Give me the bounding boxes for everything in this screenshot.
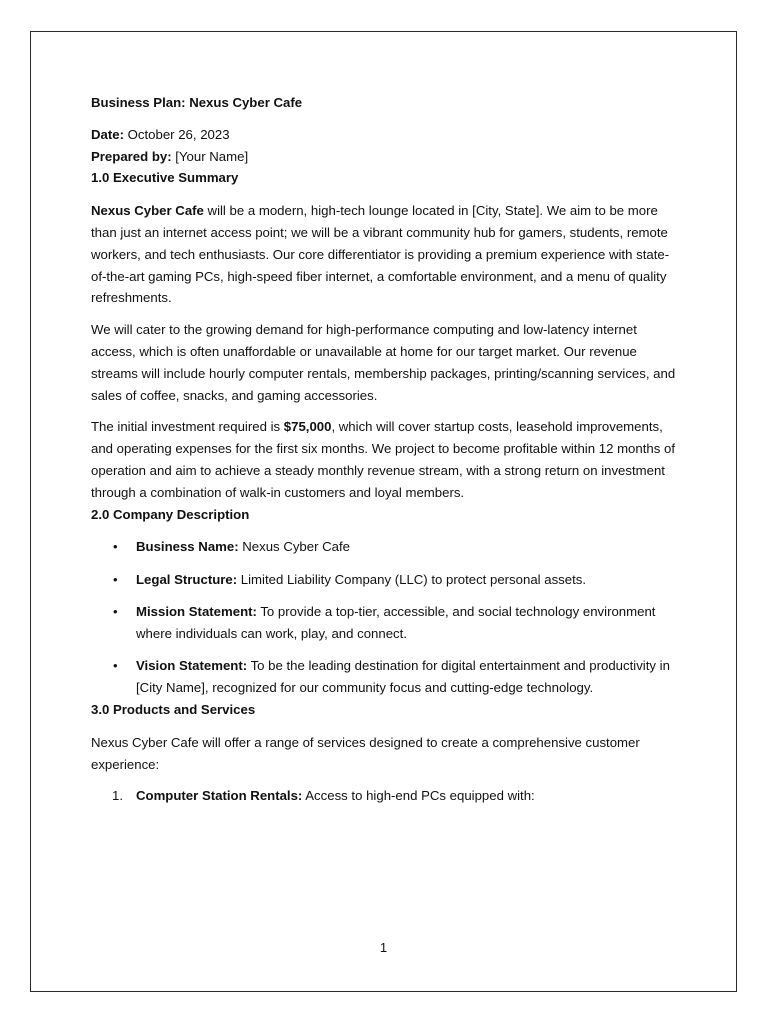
bullet-icon: • bbox=[113, 604, 118, 620]
document-meta bbox=[91, 124, 681, 168]
list-item-vision-statement bbox=[91, 655, 681, 699]
company-description-list bbox=[91, 536, 681, 699]
exec-summary-p3-post: , which will cover startup costs, leasehold improvements, and operating expenses for the first six months. We project to become profitable within 12 months of operation and aim to achieve a steady monthly revenue stream, with a strong return on investment through a combination of walk-in customers and loyal members. bbox=[91, 419, 675, 500]
section-heading-company-description: 2.0 Company Description bbox=[91, 506, 250, 522]
list-item-number: 1. bbox=[112, 788, 123, 804]
prepared-by-label: Prepared by: bbox=[91, 148, 172, 164]
prepared-by-line bbox=[91, 146, 681, 168]
exec-summary-p1-text: will be a modern, high-tech lounge located in [City, State]. We aim to be more than just an internet access point; we will be a vibrant community hub for gamers, students, remote workers, and tech enthusiasts. Our core differentiator is providing a premium experience with state-of-the-art gaming PCs, high-speed fiber internet, a comfortable environment, and a menu of quality refreshments. bbox=[91, 203, 670, 306]
list-item-label: Vision Statement: bbox=[136, 658, 248, 674]
bullet-icon: • bbox=[113, 658, 118, 674]
bullet-icon: • bbox=[113, 539, 118, 555]
list-item-label: Business Name: bbox=[136, 539, 239, 555]
exec-summary-paragraph-3 bbox=[91, 416, 681, 503]
list-item-text: To provide a top-tier, accessible, and social technology environment where individuals can work, play, and connect. bbox=[136, 604, 656, 641]
document-title: Business Plan: Nexus Cyber Cafe bbox=[91, 95, 303, 110]
company-name-bold: Nexus Cyber Cafe bbox=[91, 203, 204, 219]
section-heading-executive-summary: 1.0 Executive Summary bbox=[91, 170, 239, 186]
list-item-label: Legal Structure: bbox=[136, 571, 238, 587]
date-line bbox=[91, 124, 681, 146]
list-item-mission-statement bbox=[91, 601, 681, 645]
list-item-business-name bbox=[91, 536, 681, 558]
list-item-text: Nexus Cyber Cafe bbox=[238, 539, 351, 555]
date-label: Date: bbox=[91, 126, 124, 142]
list-item-computer-rentals bbox=[91, 785, 681, 807]
section-heading-products-services: 3.0 Products and Services bbox=[91, 701, 256, 717]
products-list bbox=[91, 785, 681, 807]
list-item-legal-structure bbox=[91, 569, 681, 591]
list-item-label: Computer Station Rentals: bbox=[136, 788, 303, 804]
date-value: October 26, 2023 bbox=[123, 126, 230, 142]
products-intro-paragraph: Nexus Cyber Cafe will offer a range of services designed to create a comprehensive customer experience: bbox=[91, 734, 640, 772]
list-item-text: Limited Liability Company (LLC) to protect personal assets. bbox=[237, 571, 587, 587]
list-item-text: Access to high-end PCs equipped with: bbox=[302, 788, 535, 804]
document-body bbox=[91, 92, 681, 807]
list-item-label: Mission Statement: bbox=[136, 604, 257, 620]
exec-summary-p3-pre: The initial investment required is bbox=[91, 419, 284, 435]
page-number: 1 bbox=[379, 940, 388, 955]
document-page bbox=[30, 31, 737, 992]
prepared-by-value: [Your Name] bbox=[171, 148, 249, 164]
exec-summary-paragraph-2: We will cater to the growing demand for high-performance computing and low-latency internet access, which is often unaffordable or unavailable at home for our target market. Our revenue streams will include hourly computer rentals, membership packages, printing/scanning services, and sales of coffee, snacks, and gaming accessories. bbox=[91, 322, 676, 403]
bullet-icon: • bbox=[113, 571, 118, 587]
investment-amount: $75,000 bbox=[283, 419, 332, 435]
list-item-text: To be the leading destination for digital entertainment and productivity in [City Name], recognized for our community focus and cutting-edge technology. bbox=[136, 658, 670, 696]
exec-summary-paragraph-1 bbox=[91, 200, 681, 309]
